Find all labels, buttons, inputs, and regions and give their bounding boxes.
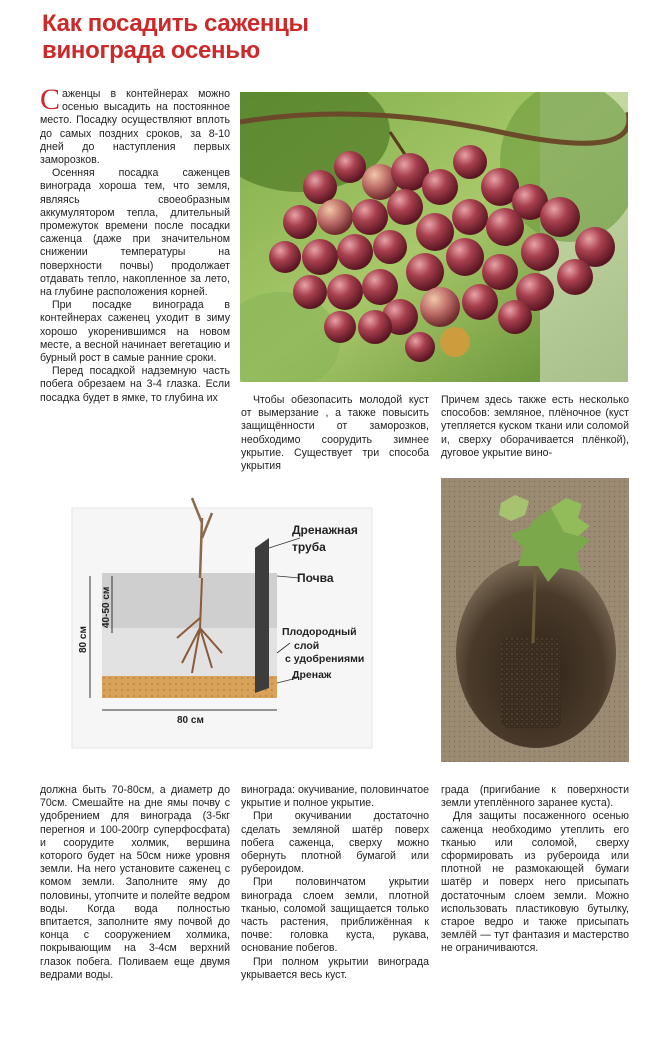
title-line-2: винограда осенью	[42, 37, 260, 64]
label-height: 80 см	[78, 626, 89, 653]
paragraph: должна быть 70-80см, а диаметр до 70см. Смешайте на дне ямы почву с удобрением для винограда (3-5кг перегноя и 100-200гр суперфосфата) и соорудите холмик, вершина которого будет на 50см ниже уровня земли. На него установите саженец с комом земли. Заполните яму до половины, утопчите и полейте ведром воды. Когда вода полностью впитается, заполните яму почвой до конца с сооружением холмика, покрывающим на 3-4см верхний глазок побега. Поливаем еще двумя ведрами воды.	[40, 784, 230, 981]
label-width: 80 см	[177, 715, 204, 726]
planting-hole-photo	[441, 478, 629, 762]
label-fertile-2: слой	[294, 640, 320, 652]
label-drainage: Дренаж	[292, 669, 332, 681]
grapes-photo	[240, 92, 628, 382]
column-2-bottom	[241, 784, 429, 982]
column-1-bottom	[40, 784, 230, 982]
label-fertile-3: с удобрениями	[285, 653, 365, 665]
title-line-1: Как посадить саженцы	[42, 10, 309, 37]
paragraph: Причем здесь также есть несколько способов: земляное, плёночное (куст утепляется куском ткани или соломой и, сверху оборачивается плёнкой), дуговое укрытие вино-	[441, 394, 629, 459]
column-1-top	[40, 83, 230, 405]
paragraph: При половинчатом укрытии винограда слоем земли, плотной тканью, соломой защищается только часть растения, приближённая к почве: головка куста, рукава, основание побегов.	[241, 876, 429, 955]
label-drain-pipe-1: Дренажная	[292, 523, 358, 537]
paragraph: Саженцы в контейнерах можно осенью высадить на постоянное место. Посадку осуществляют вплоть до самых поздних сроков, за 8-10 дней до наступления первых заморозков.	[40, 83, 230, 167]
paragraph: Чтобы обезопасить молодой куст от вымерзание , а также повысить защищённости от заморозков, необходимо соорудить зимнее укрытие. Существует три способа укрытия	[241, 394, 429, 473]
paragraph: При окучивании достаточно сделать земляной шатёр поверх побега саженца, сверху можно обернуть плотной бумагой или рубероидом.	[241, 810, 429, 876]
label-depth: 40-50 см	[101, 586, 112, 628]
planting-diagram	[42, 478, 430, 768]
paragraph: града (пригибание к поверхности земли утеплённого заранее куста).	[441, 784, 629, 810]
paragraph: винограда: окучивание, половинчатое укрытие и полное укрытие.	[241, 784, 429, 810]
paragraph: Осенняя посадка саженцев винограда хороша тем, что земля, являясь своеобразным аккумулятором тепла, длительный промежуток времени после посадки саженца (даже при значительном снижении температуры на поверхности почвы) продолжает отдавать тепло, накопленное за лето, на глубине расположения корней.	[40, 167, 230, 299]
label-fertile-1: Плодородный	[282, 626, 357, 638]
column-3-top	[441, 394, 629, 460]
drop-cap: С	[40, 83, 61, 116]
paragraph: При полном укрытии винограда укрывается весь куст.	[241, 955, 429, 981]
paragraph: Перед посадкой надземную часть побега обрезаем на 3-4 глазка. Если посадка будет в ямке, то глубина их	[40, 365, 230, 404]
paragraph: При посадке винограда в контейнерах саженец уходит в зиму хорошо укоренившимся на новом месте, а весной начинает вегетацию и бурный рост в самые ранние сроки.	[40, 299, 230, 365]
label-soil: Почва	[297, 571, 334, 585]
label-drain-pipe-2: труба	[292, 540, 326, 554]
column-2-top	[241, 394, 429, 473]
paragraph: Для защиты посаженного осенью саженца необходимо утеплить его тканью или соломой, сверху сформировать из рубероида или плотной не размокающей бумаги шатёр и поверх него присыпать достаточным слоем земли. Можно использовать пластиковую бутылку, старое ведро и также присыпать землёй — тут фантазия и мастерство не ограничиваются.	[441, 810, 629, 955]
column-3-bottom	[441, 784, 629, 956]
article-title	[42, 10, 462, 64]
